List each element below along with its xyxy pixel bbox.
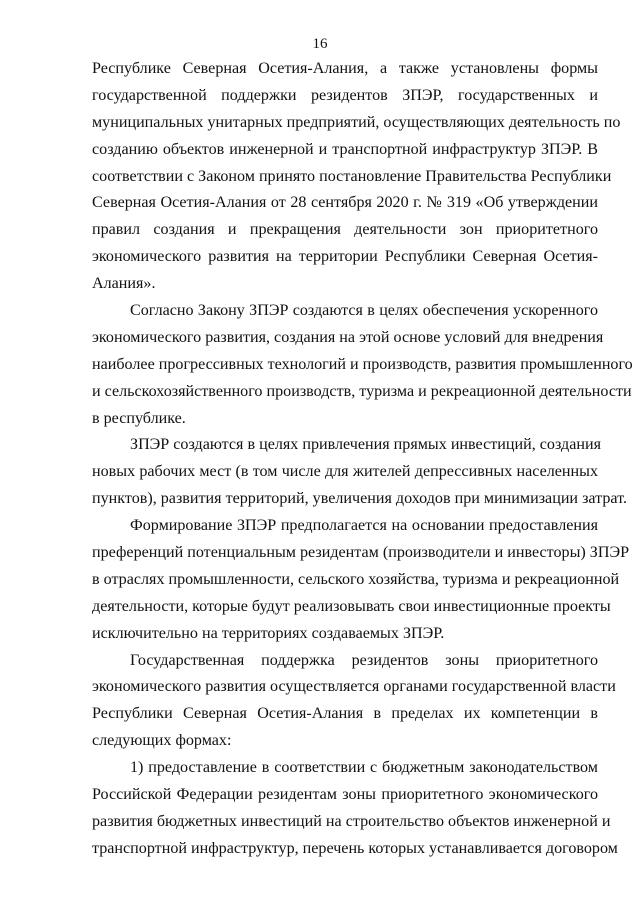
text-line: экономического развития на территории Республики Северная Осетия- bbox=[92, 248, 598, 266]
text-line: экономического развития, создания на этой основе условий для внедрения bbox=[92, 328, 604, 346]
text-line: Формирование ЗПЭР предполагается на основании предоставления bbox=[130, 517, 598, 535]
text-line: деятельности, которые будут реализовывать свои инвестиционные проекты bbox=[92, 597, 611, 615]
text-line: Российской Федерации резидентам зоны приоритетного экономического bbox=[92, 786, 598, 804]
text-line: в республике. bbox=[92, 409, 186, 427]
document-body bbox=[92, 56, 633, 863]
text-line: ЗПЭР создаются в целях привлечения прямых инвестиций, создания bbox=[130, 436, 601, 454]
text-line: новых рабочих мест (в том числе для жителей депрессивных населенных bbox=[92, 463, 598, 481]
text-line: экономического развития осуществляется органами государственной власти bbox=[92, 678, 616, 696]
text-line: муниципальных унитарных предприятий, осуществляющих деятельность по bbox=[92, 113, 621, 131]
text-line: развития бюджетных инвестиций на строительство объектов инженерной и bbox=[92, 812, 611, 830]
text-line: и сельскохозяйственного производств, туризма и рекреационной деятельности bbox=[92, 382, 632, 400]
text-line: преференций потенциальным резидентам (производители и инвесторы) ЗПЭР bbox=[92, 544, 630, 562]
text-line: соответствии с Законом принято постановление Правительства Республики bbox=[92, 167, 612, 185]
text-line: созданию объектов инженерной и транспортной инфраструктур ЗПЭР. В bbox=[92, 140, 598, 158]
text-line: пунктов), развития территорий, увеличения доходов при минимизации затрат. bbox=[92, 490, 627, 508]
text-line: в отраслях промышленности, сельского хозяйства, туризма и рекреационной bbox=[92, 570, 620, 588]
text-line: следующих формах: bbox=[92, 732, 232, 750]
text-line: Северная Осетия-Алания от 28 сентября 2020 г. № 319 «Об утверждении bbox=[92, 194, 598, 212]
page-number: 16 bbox=[312, 36, 328, 52]
text-line: 1) предоставление в соответствии с бюджетным законодательством bbox=[130, 759, 598, 777]
text-line: правил создания и прекращения деятельности зон приоритетного bbox=[92, 221, 598, 239]
text-line: транспортной инфраструктур, перечень которых устанавливается договором bbox=[92, 839, 618, 857]
text-line: Алания». bbox=[92, 275, 156, 293]
text-line: Республики Северная Осетия-Алания в пределах их компетенции в bbox=[92, 705, 598, 723]
text-line: исключительно на территориях создаваемых ЗПЭР. bbox=[92, 624, 445, 642]
text-line: Согласно Закону ЗПЭР создаются в целях обеспечения ускоренного bbox=[130, 302, 598, 320]
text-line: государственной поддержки резидентов ЗПЭР, государственных и bbox=[92, 86, 598, 104]
text-line: наиболее прогрессивных технологий и производств, развития промышленного bbox=[92, 355, 633, 373]
text-line: Республике Северная Осетия-Алания, а также установлены формы bbox=[92, 60, 598, 77]
text-line: Государственная поддержка резидентов зоны приоритетного bbox=[130, 651, 598, 669]
